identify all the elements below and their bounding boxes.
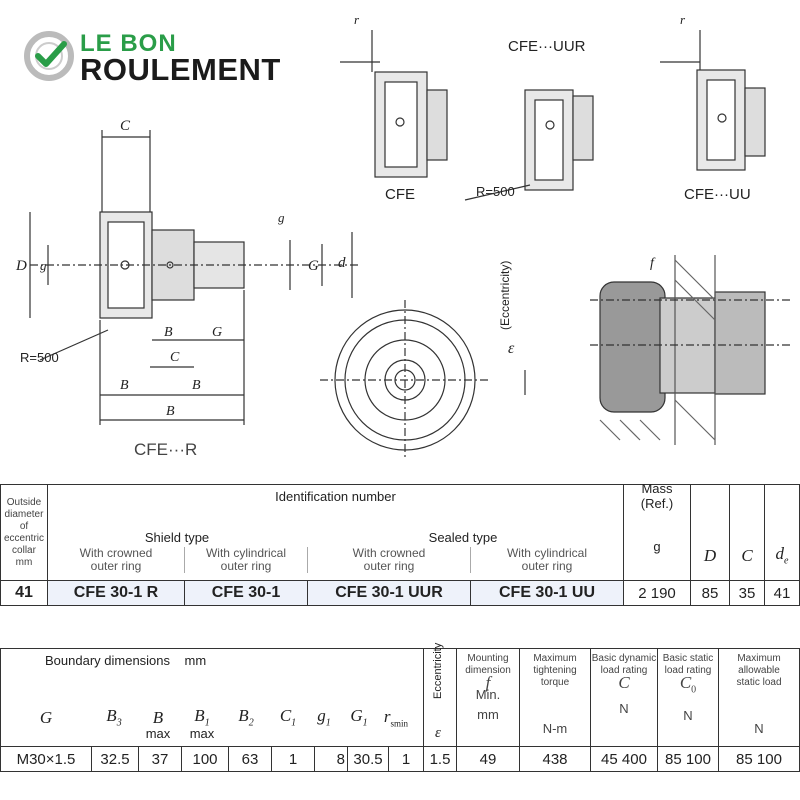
eps-cell: 1.5	[424, 747, 457, 772]
cfe-uur-caption: CFE···UUR	[508, 38, 586, 55]
table-row	[1, 581, 800, 606]
identification-table	[0, 481, 800, 606]
g1-upper-cell: 30.5	[348, 747, 389, 772]
g-cell: M30×1.5	[1, 747, 92, 772]
g1-cell: 8	[315, 747, 348, 772]
mounting-header: Mounting dimension f Min. mm	[457, 649, 520, 747]
dim-d-label: D	[16, 258, 27, 274]
shield-type-label: Shield type	[144, 530, 210, 545]
logo-line1: LE BON	[80, 30, 177, 57]
dim-g1-lower-label: G	[212, 325, 223, 340]
allow-cell: 85 100	[719, 747, 800, 772]
dim-b1-label: B	[166, 404, 175, 419]
b2-cell: 63	[229, 747, 272, 772]
torque-header: Maximum tightening torque N-m	[520, 649, 591, 747]
mass-cell: 2 190	[624, 581, 691, 606]
part-uu-cell: CFE 30-1 UU	[471, 581, 624, 606]
outside-diameter-header: Outside diameter of eccentric collar mm	[1, 485, 48, 581]
basic-dynamic-header: Basic dynamic load rating C N	[591, 649, 658, 747]
dim-g1-top-label: g	[278, 210, 285, 225]
f-cell: 49	[457, 747, 520, 772]
d-header: D	[691, 485, 730, 581]
c0-cell: 85 100	[658, 747, 719, 772]
b1-cell: 100	[182, 747, 229, 772]
logo-line2: ROULEMENT	[80, 52, 281, 87]
dim-r-label-1: r	[354, 12, 360, 27]
torque-cell: 438	[520, 747, 591, 772]
part-r-cell: CFE 30-1 R	[48, 581, 185, 606]
eccentricity-header: Eccentricity ε	[424, 649, 457, 747]
part-uur-cell: CFE 30-1 UUR	[308, 581, 471, 606]
dim-r-label-2: r	[680, 12, 686, 27]
dim-g1-label: g	[40, 258, 47, 273]
radius-label: R=500	[20, 350, 59, 365]
c-cell: 45 400	[591, 747, 658, 772]
identification-number-header: Identification number Shield type Sealed type With crowned outer ring With cylindrical outer ring With crowned outer ring With cylindrical outer ring	[48, 485, 624, 581]
max-allowable-header: Maximum allowable static load N	[719, 649, 800, 747]
table-row	[1, 747, 800, 772]
dim-b-label: B	[120, 378, 129, 393]
basic-static-header: Basic static load rating $C_0$ N	[658, 649, 719, 747]
radius-label-2: R=500	[476, 184, 515, 199]
c1-cell: 1	[272, 747, 315, 772]
sealed-type-label: Sealed type	[428, 530, 498, 545]
dim-g-label: G	[308, 258, 319, 274]
dim-b2-label: B	[192, 378, 201, 393]
b-cell: 37	[139, 747, 182, 772]
dim-eps-label: ɛ	[508, 340, 515, 357]
dimensions-table	[0, 642, 800, 772]
cfe-r-caption: CFE···R	[134, 440, 198, 459]
boundary-dimensions-header: Boundary dimensions mm G $B_3$ B $B_1$ $B_2$ $C_1$ $g_1$ $G_1$ $r_{smin}$ max max	[1, 649, 424, 747]
dim-de-label: d	[338, 255, 346, 271]
cfe-uu-caption: CFE···UU	[684, 186, 751, 203]
c-header: C	[730, 485, 765, 581]
de-header: $d_e$	[765, 485, 800, 581]
cfe-caption: CFE	[385, 186, 415, 203]
mass-header: Mass (Ref.) g	[624, 485, 691, 581]
b3-cell: 32.5	[92, 747, 139, 772]
part-plain-cell: CFE 30-1	[185, 581, 308, 606]
dim-c1-label: C	[170, 350, 180, 365]
dim-f-label: f	[650, 256, 654, 271]
d-cell: 85	[691, 581, 730, 606]
dim-c-label: C	[120, 118, 131, 134]
de-cell: 41	[765, 581, 800, 606]
dim-b3-label: B	[164, 325, 173, 340]
rsmin-cell: 1	[389, 747, 424, 772]
c-cell: 35	[730, 581, 765, 606]
eccentricity-label: (Eccentricity)	[498, 260, 512, 330]
od-cell: 41	[1, 581, 48, 606]
